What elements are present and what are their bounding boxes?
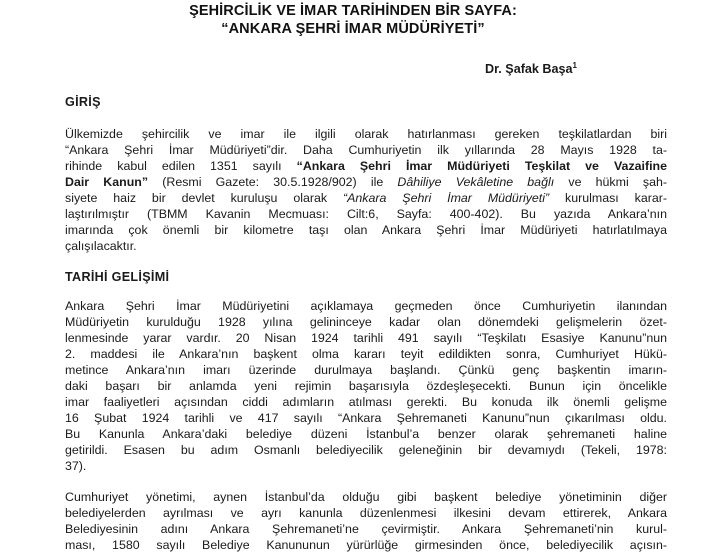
paragraph-1-line: [65, 158, 667, 174]
paragraph-1-text: siyete haiz bir devlet kuruluşu olarak: [65, 191, 343, 205]
paragraph-1-line: [65, 174, 667, 190]
paragraph-3-line: belediyelerden ayrılması ve ayrı kanunla düzenlenmesi ilkesini devam ettirerek, Ankara: [65, 506, 667, 520]
law-title-bold: Dair Kanun”: [65, 175, 149, 189]
paragraph-2-line: 16 Şubat 1924 tarihli ve 417 sayılı “Ankara Şehremaneti Kanunu”nun çıkarılması oldu.: [65, 411, 667, 425]
italic-text: Dâhiliye Vekâletine bağlı: [397, 175, 555, 189]
paragraph-1-line: “Ankara Şehri İmar Müdüriyeti”dir. Daha Cumhuriyetin ilk yıllarında 28 Mayıs 1928 ta-: [65, 143, 667, 157]
paragraph-3-line: Cumhuriyet yönetimi, aynen İstanbul’da olduğu gibi başkent belediye yönetiminin diğer: [65, 490, 667, 504]
paragraph-2-line: lenmesinde yarar vardır. 20 Nisan 1924 tarihli 491 sayılı “Teşkilatı Esasiye Kanunu”nun: [65, 331, 667, 345]
paragraph-2-line: getirildi. Esasen bu adım Osmanlı belediyecilik geleneğinin bir devamıydı (Tekeli, 1978:: [65, 443, 667, 457]
italic-text: “Ankara Şehri İmar Müdüriyeti”: [343, 191, 550, 205]
paragraph-1-text: rihinde kabul edilen 1351 sayılı: [65, 159, 297, 173]
document-title-line-1: ŞEHİRCİLİK VE İMAR TARİHİNDEN BİR SAYFA:: [189, 3, 517, 19]
author-name: [485, 61, 577, 76]
paragraph-1-line: imarında çok önemli bir kilometre taşı olan Ankara Şehri İmar Müdüriyeti hatırlatılmaya: [65, 223, 667, 237]
paragraph-1-line: [65, 190, 667, 206]
paragraph-3-line: Belediyesinin adını Ankara Şehremaneti’ne çevirmiştir. Ankara Şehremaneti’nin kurul-: [65, 522, 667, 536]
paragraph-2-line: 2. maddesi ile Ankara’nın başkent olma kararı teyit edildikten sonra, Cumhuriyet Hükü-: [65, 347, 667, 361]
paragraph-1-text: (Resmi Gazete: 30.5.1928/902) ile: [148, 175, 398, 189]
section-heading-tarihi-gelisimi: TARİHİ GELİŞİMİ: [65, 270, 170, 284]
paragraph-3-line: ması, 1580 sayılı Belediye Kanununun yürürlüğe girmesinden önce, belediyecilik açısın-: [65, 538, 667, 552]
author-name-text: Dr. Şafak Başa: [485, 62, 573, 76]
paragraph-2-line: 37).: [65, 459, 87, 473]
paragraph-1-text: kurulması karar-: [549, 191, 668, 205]
paragraph-1-line: çalışılacaktır.: [65, 239, 137, 253]
paragraph-1-line: Ülkemizde şehircilik ve imar ile ilgili olarak hatırlanması gereken teşkilatlardan biri: [65, 127, 667, 141]
paragraph-1-line: laştırılmıştır (TBMM Kavanin Mecmuası: Cilt:6, Sayfa: 400-402). Bu yazıda Ankara’nın: [65, 207, 667, 221]
document-title-line-2: “ANKARA ŞEHRİ İMAR MÜDÜRİYETİ”: [221, 21, 485, 37]
paragraph-2-line: imar faaliyetleri açısından ciddi adımların atılması gerekti. Bu konuda ilk önemli gelişme: [65, 395, 667, 409]
paragraph-2-line: daki başarı bir anlamda yeni rejimin başarısıyla özdeşleşecekti. Bunun için öncelikle: [65, 379, 667, 393]
paragraph-1-text: ve hükmi şah-: [554, 175, 667, 189]
author-footnote-marker: 1: [572, 61, 577, 70]
paragraph-2-line: Bu Kanunla Ankara’daki belediye düzeni İstanbul’a benzer olarak şehremaneti haline: [65, 427, 667, 441]
paragraph-2-line: Ankara Şehri İmar Müdüriyetini açıklamaya geçmeden önce Cumhuriyetin ilanından: [65, 299, 667, 313]
paragraph-2-line: metince Ankara’nın imarı üzerinde durulmaya başlandı. Çünkü genç başkentin imarın-: [65, 363, 667, 377]
paragraph-2-line: Müdüriyetin kurulduğu 1928 yılına gelininceye kadar olan dönemdeki gelişmelerin özet-: [65, 315, 667, 329]
law-title-bold: “Ankara Şehri İmar Müdüriyeti Teşkilat ve Vazaifine: [296, 159, 667, 173]
section-heading-giris: GİRİŞ: [65, 95, 101, 109]
